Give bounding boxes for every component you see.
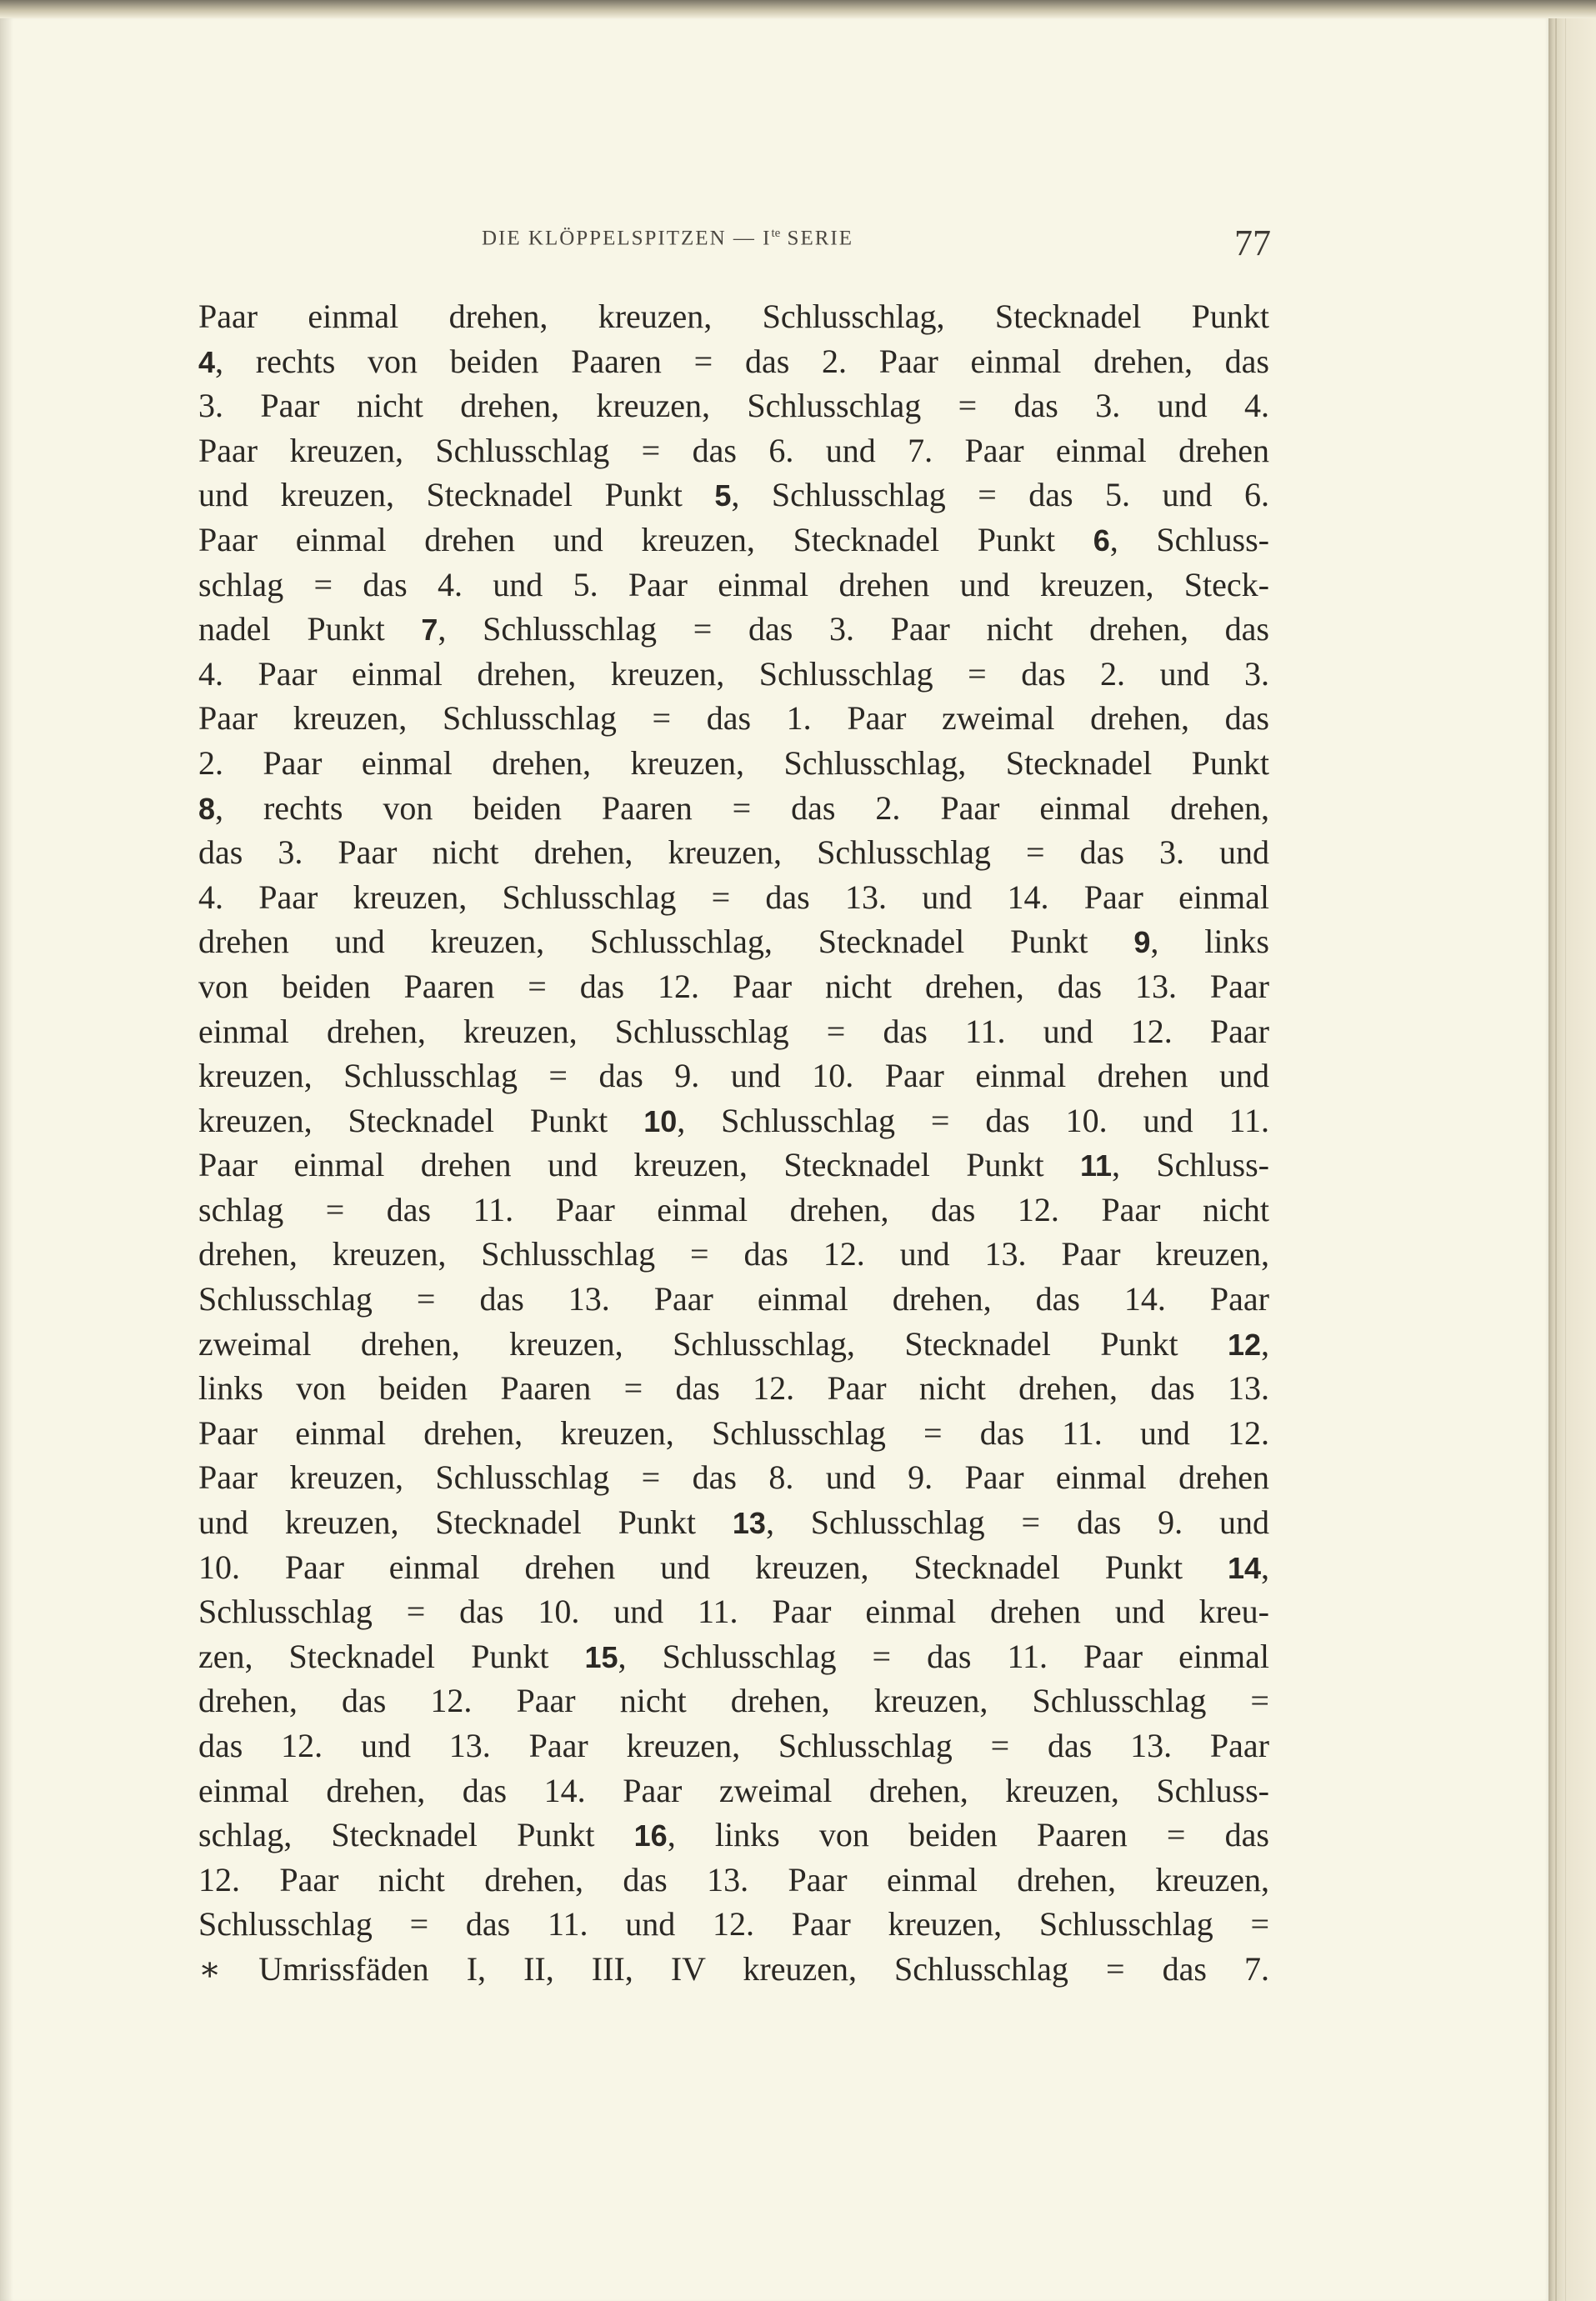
text-line: Schlusschlag = das 11. und 12. Paar kreuzen, Schlusschlag = bbox=[198, 1905, 1269, 1943]
text-line: Schlusschlag = das 13. Paar einmal drehen, das 14. Paar bbox=[198, 1280, 1269, 1318]
point-number: 6 bbox=[1093, 523, 1110, 558]
text-line: schlag = das 4. und 5. Paar einmal drehen und kreuzen, Steck- bbox=[198, 565, 1269, 603]
running-head bbox=[482, 227, 965, 250]
text-line: 3. Paar nicht drehen, kreuzen, Schlusschlag = das 3. und 4. bbox=[198, 387, 1269, 425]
text-line: von beiden Paaren = das 12. Paar nicht drehen, das 13. Paar bbox=[198, 967, 1269, 1005]
text-line: drehen, kreuzen, Schlusschlag = das 12. und 13. Paar kreuzen, bbox=[198, 1235, 1269, 1273]
point-number: 11 bbox=[1079, 1148, 1113, 1183]
point-number: 4 bbox=[198, 344, 216, 379]
text-line: Paar einmal drehen, kreuzen, Schlusschlag = das 11. und 12. bbox=[198, 1413, 1269, 1452]
text-line: und kreuzen, Stecknadel Punkt 5, Schlusschlag = das 5. und 6. bbox=[198, 476, 1269, 514]
text-line: 10. Paar einmal drehen und kreuzen, Stecknadel Punkt 14, bbox=[198, 1548, 1269, 1586]
text-line: zen, Stecknadel Punkt 15, Schlusschlag = das 11. Paar einmal bbox=[198, 1637, 1270, 1675]
book-page-edges bbox=[1548, 18, 1596, 2301]
text-line: und kreuzen, Stecknadel Punkt 13, Schlusschlag = das 9. und bbox=[198, 1503, 1269, 1542]
text-line: drehen und kreuzen, Schlusschlag, Stecknadel Punkt 9, links bbox=[198, 923, 1270, 961]
point-number: 7 bbox=[421, 613, 438, 648]
text-line: schlag = das 11. Paar einmal drehen, das 12. Paar nicht bbox=[198, 1190, 1269, 1228]
point-number: 15 bbox=[584, 1639, 618, 1674]
text-line: Schlusschlag = das 10. und 11. Paar einmal drehen und kreu- bbox=[198, 1593, 1269, 1631]
text-line: kreuzen, Stecknadel Punkt 10, Schlusschlag = das 10. und 11. bbox=[198, 1101, 1269, 1139]
point-number: 10 bbox=[643, 1103, 678, 1138]
text-line: nadel Punkt 7, Schlusschlag = das 3. Paar nicht drehen, das bbox=[198, 610, 1269, 648]
text-line: Paar kreuzen, Schlusschlag = das 1. Paar zweimal drehen, das bbox=[198, 699, 1269, 738]
text-line: Paar kreuzen, Schlusschlag = das 8. und 9. Paar einmal drehen bbox=[198, 1458, 1269, 1497]
text-line: einmal drehen, das 14. Paar zweimal drehen, kreuzen, Schluss- bbox=[198, 1771, 1269, 1809]
text-line: 4, rechts von beiden Paaren = das 2. Paar einmal drehen, das bbox=[198, 342, 1269, 380]
text-line: Paar einmal drehen, kreuzen, Schlusschlag, Stecknadel Punkt bbox=[198, 298, 1269, 335]
page-top-edge bbox=[0, 0, 1596, 18]
running-head-superscript: te bbox=[771, 227, 781, 240]
point-number: 9 bbox=[1133, 925, 1151, 960]
page-gutter-shadow bbox=[0, 18, 13, 2301]
text-line: ∗ Umrissfäden I, II, III, IV kreuzen, Schlusschlag = das 7. bbox=[198, 1949, 1269, 1988]
text-line: 2. Paar einmal drehen, kreuzen, Schlusschlag, Stecknadel Punkt bbox=[198, 743, 1269, 782]
point-number: 14 bbox=[1227, 1550, 1261, 1585]
text-line: kreuzen, Schlusschlag = das 9. und 10. Paar einmal drehen und bbox=[198, 1057, 1269, 1095]
text-line: 4. Paar kreuzen, Schlusschlag = das 13. und 14. Paar einmal bbox=[198, 878, 1269, 916]
text-line: zweimal drehen, kreuzen, Schlusschlag, Stecknadel Punkt 12, bbox=[198, 1324, 1269, 1363]
point-number: 13 bbox=[732, 1506, 766, 1541]
running-head-title-end: SERIE bbox=[780, 227, 853, 250]
running-head-title: DIE KLÖPPELSPITZEN — I bbox=[482, 227, 772, 250]
body-text bbox=[198, 294, 1269, 1992]
page-number: 77 bbox=[1234, 223, 1271, 263]
text-line: links von beiden Paaren = das 12. Paar nicht drehen, das 13. bbox=[198, 1369, 1269, 1408]
text-line: das 3. Paar nicht drehen, kreuzen, Schlusschlag = das 3. und bbox=[198, 833, 1269, 872]
text-line: Paar einmal drehen und kreuzen, Stecknadel Punkt 6, Schluss- bbox=[198, 520, 1269, 558]
text-line: das 12. und 13. Paar kreuzen, Schlusschlag = das 13. Paar bbox=[198, 1727, 1269, 1764]
point-number: 12 bbox=[1227, 1327, 1261, 1362]
point-number: 16 bbox=[633, 1818, 668, 1853]
point-number: 8 bbox=[198, 791, 216, 826]
text-line: 8, rechts von beiden Paaren = das 2. Paar einmal drehen, bbox=[198, 788, 1269, 827]
text-line: drehen, das 12. Paar nicht drehen, kreuzen, Schlusschlag = bbox=[198, 1682, 1269, 1720]
text-line: 12. Paar nicht drehen, das 13. Paar einmal drehen, kreuzen, bbox=[198, 1860, 1269, 1898]
text-line: Paar einmal drehen und kreuzen, Stecknadel Punkt 11, Schluss- bbox=[198, 1146, 1269, 1184]
text-line: Paar kreuzen, Schlusschlag = das 6. und 7. Paar einmal drehen bbox=[198, 431, 1269, 469]
point-number: 5 bbox=[714, 478, 732, 513]
text-line: 4. Paar einmal drehen, kreuzen, Schlusschlag = das 2. und 3. bbox=[198, 654, 1269, 693]
text-line: schlag, Stecknadel Punkt 16, links von beiden Paaren = das bbox=[198, 1816, 1269, 1854]
text-line: einmal drehen, kreuzen, Schlusschlag = das 11. und 12. Paar bbox=[198, 1012, 1269, 1050]
